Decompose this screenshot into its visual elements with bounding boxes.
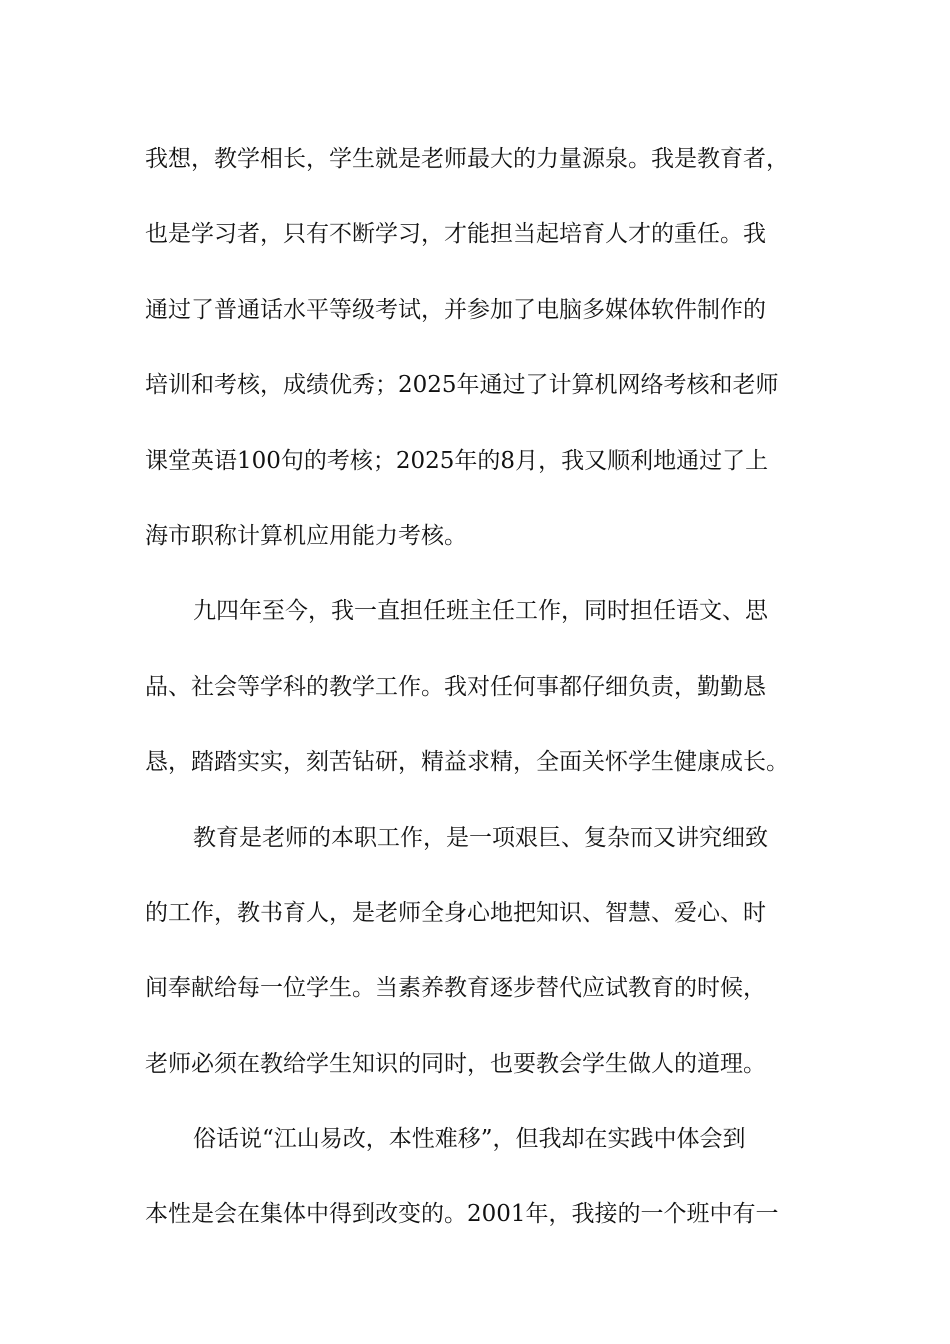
text-line: 本性是会在集体中得到改变的。2001年，我接的一个班中有一 — [145, 1201, 779, 1228]
text-line: 通过了普通话水平等级考试，并参加了电脑多媒体软件制作的 — [145, 296, 766, 323]
paragraph-start-line: 俗话说“江山易改，本性难移”，但我却在实践中体会到 — [193, 1126, 746, 1153]
text-line: 培训和考核，成绩优秀；2025年通过了计算机网络考核和老师 — [145, 372, 779, 399]
paragraph-start-line: 教育是老师的本职工作，是一项艰巨、复杂而又讲究细致 — [193, 824, 768, 851]
text-line: 老师必须在教给学生知识的同时，也要教会学生做人的道理。 — [145, 1050, 766, 1077]
text-line: 也是学习者，只有不断学习，才能担当起培育人才的重任。我 — [145, 221, 766, 248]
text-line: 间奉献给每一位学生。当素养教育逐步替代应试教育的时候， — [145, 975, 766, 1002]
text-line: 海市职称计算机应用能力考核。 — [145, 522, 467, 549]
text-line: 我想，教学相长，学生就是老师最大的力量源泉。我是教育者， — [145, 146, 789, 172]
text-line: 的工作，教书育人，是老师全身心地把知识、智慧、爱心、时 — [145, 899, 766, 926]
text-line: 恳，踏踏实实，刻苦钻研，精益求精，全面关怀学生健康成长。 — [145, 749, 789, 776]
paragraph-start-line: 九四年至今，我一直担任班主任工作，同时担任语文、思 — [193, 598, 768, 625]
text-line: 课堂英语100句的考核；2025年的8月，我又顺利地通过了上 — [145, 447, 769, 474]
document-body — [145, 122, 810, 1253]
text-line: 品、社会等学科的教学工作。我对任何事都仔细负责，勤勤恳 — [145, 673, 766, 700]
